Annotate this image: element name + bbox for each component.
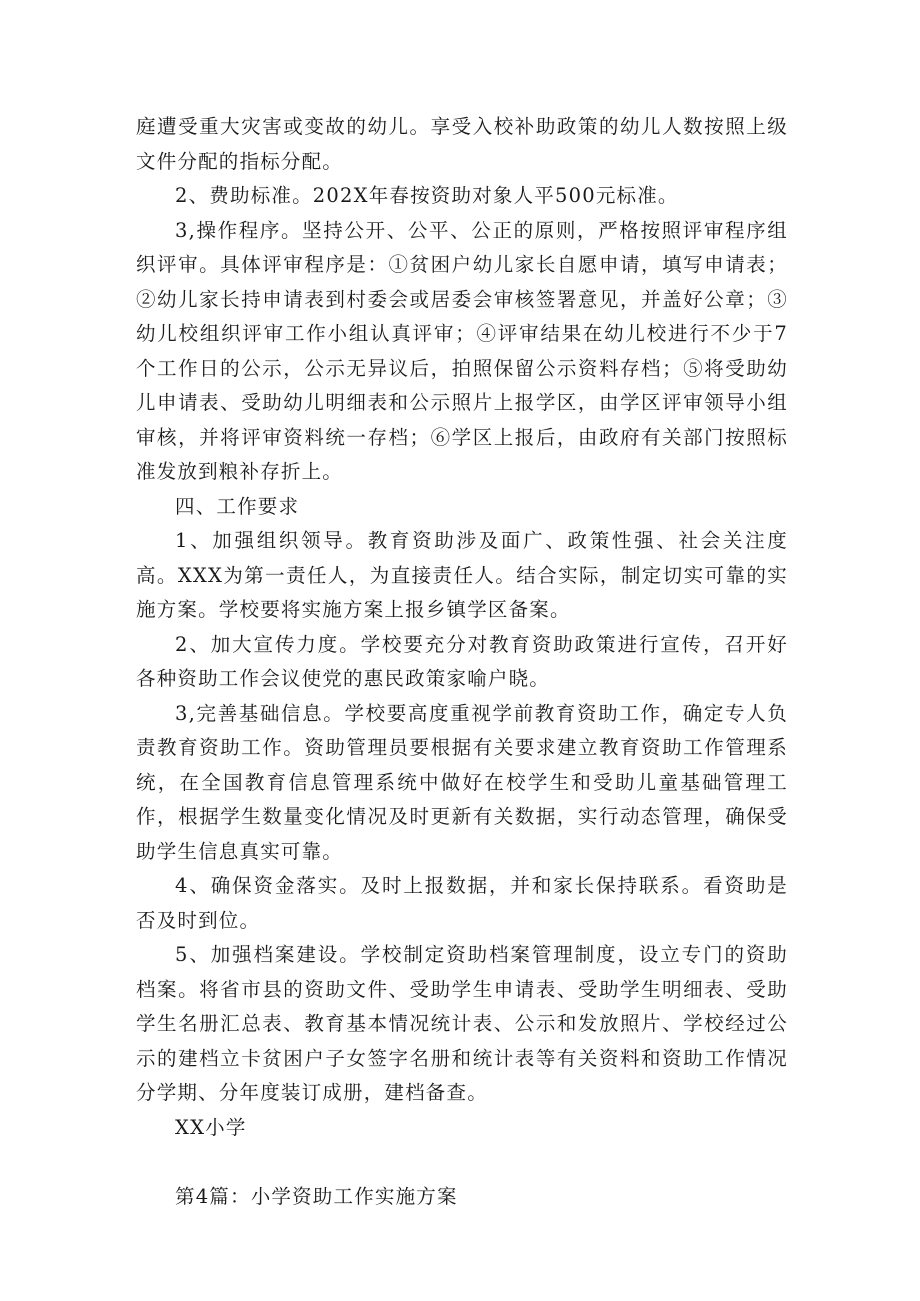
requirement-item: 5、加强档案建设。学校制定资助档案管理制度，设立专门的资助档案。将省市县的资助文件、受助学生申请表、受助学生明细表、受助学生名册汇总表、教育基本情况统计表、公示和发放照片、学校经过公示的建档立卡贫困户子女签字名册和统计表等有关资料和资助工作情况分学期、分年度装订成册，建档备查。: [136, 943, 788, 1104]
section-heading: 四、工作要求: [175, 494, 300, 518]
document-body: [136, 110, 788, 1214]
requirement-item: 1、加强组织领导。教育资助涉及面广、政策性强、社会关注度高。XXX为第一责任人，为直接责任人。结合实际，制定切实可靠的实施方案。学校要将实施方案上报乡镇学区备案。: [136, 529, 788, 621]
paragraph-continuation: 庭遭受重大灾害或变故的幼儿。享受入校补助政策的幼儿人数按照上级文件分配的指标分配。: [136, 115, 788, 173]
signature: XX小学: [175, 1115, 247, 1139]
paragraph-procedure: 3,操作程序。坚持公开、公平、公正的原则，严格按照评审程序组织评审。具体评审程序是：①贫困户幼儿家长自愿申请，填写申请表；②幼儿家长持申请表到村委会或居委会审核签署意见，并盖好公章；③幼儿校组织评审工作小组认真评审；④评审结果在幼儿校进行不少于7个工作日的公示，公示无异议后，拍照保留公示资料存档；⑤将受助幼儿申请表、受助幼儿明细表和公示照片上报学区，由学区评审领导小组审核，并将评审资料统一存档；⑥学区上报后，由政府有关部门按照标准发放到粮补存折上。: [136, 218, 788, 483]
blank-line: [136, 1145, 788, 1180]
requirement-item: 4、确保资金落实。及时上报数据，并和家长保持联系。看资助是否及时到位。: [136, 874, 788, 932]
requirement-item: 2、加大宣传力度。学校要充分对教育资助政策进行宣传，召开好各种资助工作会议使党的惠民政策家喻户晓。: [136, 632, 788, 690]
paragraph-funding-standard: 2、费助标准。202X年春按资助对象人平500元标准。: [175, 184, 679, 207]
next-chapter-title: 第4篇：小学资助工作实施方案: [175, 1184, 458, 1208]
requirement-item: 3,完善基础信息。学校要高度重视学前教育资助工作，确定专人负责教育资助工作。资助管理员要根据有关要求建立教育资助工作管理系统，在全国教育信息管理系统中做好在校学生和受助儿童基础管理工作，根据学生数量变化情况及时更新有关数据，实行动态管理，确保受助学生信息真实可靠。: [136, 701, 788, 863]
